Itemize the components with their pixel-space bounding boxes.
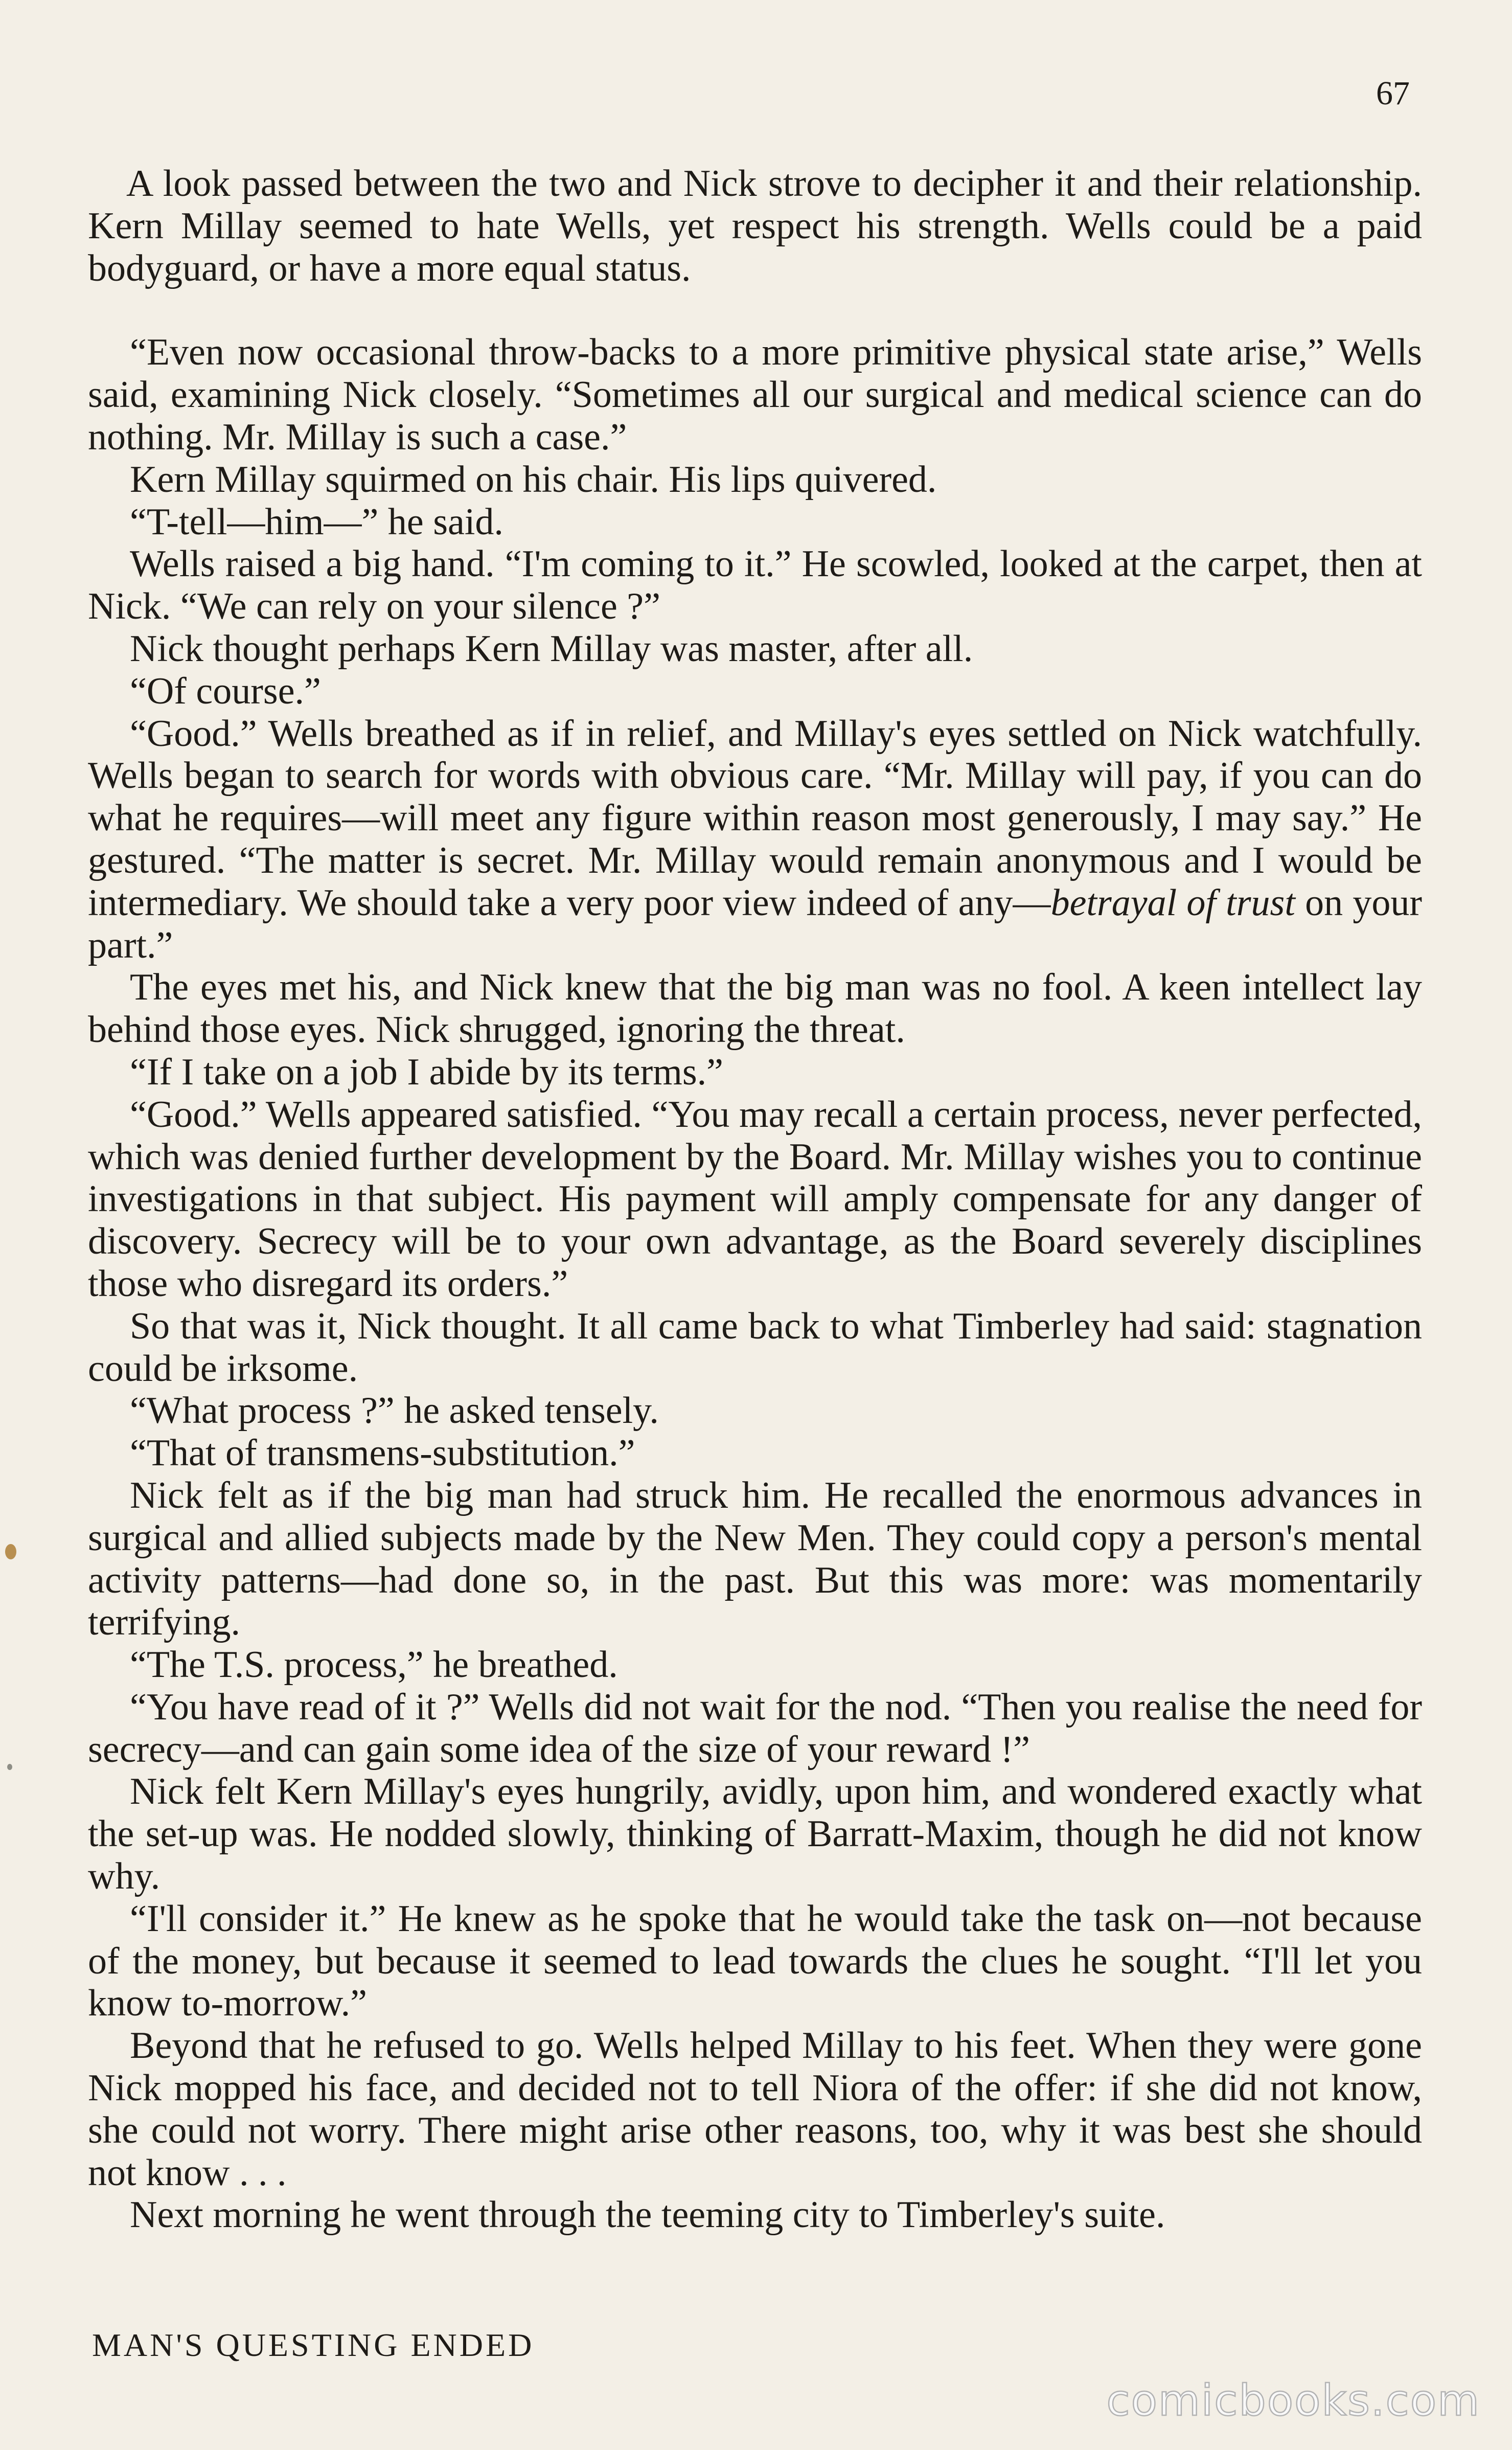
paragraph: Nick thought perhaps Kern Millay was master, after all. [130, 627, 973, 670]
paragraph: Kern Millay squirmed on his chair. His lips quivered. [130, 458, 937, 501]
paragraph: “You have read of it ?” Wells did not wait for the nod. “Then you realise the need for secrecy—and can gain some idea of the size of your reward !” [88, 1686, 1422, 1771]
paragraph: Wells raised a big hand. “I'm coming to it.” He scowled, looked at the carpet, then at Nick. “We can rely on your silence ?” [88, 543, 1422, 628]
paragraph: “Even now occasional throw-backs to a more primitive physical state arise,” Wells said, examining Nick closely. “Sometimes all our surgical and medical science can do nothing. Mr. Millay is such a case.” [88, 331, 1422, 458]
paragraph-with-emphasis [88, 713, 1422, 967]
paragraph: A look passed between the two and Nick strove to decipher it and their relationship. Kern Millay seemed to hate Wells, yet respect his strength. Wells could be a paid bodyguard, or have a more equal status. [88, 163, 1422, 289]
running-footer: MAN'S QUESTING ENDED [92, 2327, 535, 2363]
page-number: 67 [1376, 75, 1410, 112]
paragraph-tail: on your part.” [88, 881, 1422, 966]
paragraph: So that was it, Nick thought. It all came back to what Timberley had said: stagnation could be irksome. [88, 1305, 1422, 1390]
paragraph: “That of transmens-substitution.” [130, 1432, 635, 1474]
paragraph: The eyes met his, and Nick knew that the big man was no fool. A keen intellect lay behind those eyes. Nick shrugged, ignoring the threat. [88, 966, 1422, 1051]
paragraph: “Of course.” [130, 670, 321, 712]
paragraph: “What process ?” he asked tensely. [130, 1390, 659, 1432]
paper-speck [7, 1764, 12, 1770]
paragraph: “Good.” Wells appeared satisfied. “You may recall a certain process, never perfected, which was denied further development by the Board. Mr. Millay wishes you to continue investigations in that subject. His payment will amply compensate for any danger of discovery. Secrecy will be to your own advantage, as the Board severely disciplines those who disregard its orders.” [88, 1093, 1422, 1305]
paragraph: Nick felt Kern Millay's eyes hungrily, avidly, upon him, and wondered exactly what the set-up was. He nodded slowly, thinking of Barratt-Maxim, though he did not know why. [88, 1771, 1422, 1898]
paragraph: Beyond that he refused to go. Wells helped Millay to his feet. When they were gone Nick mopped his face, and decided not to tell Niora of the offer: if she did not know, she could not worry. There might arise other reasons, too, why it was best she should not know . . . [88, 2025, 1422, 2194]
paragraph: “The T.S. process,” he breathed. [130, 1644, 618, 1686]
paper-speck [5, 1544, 16, 1559]
paragraph: “T-tell—him—” he said. [130, 501, 503, 543]
paragraph: “I'll consider it.” He knew as he spoke that he would take the task on—not because of the money, but because it seemed to lead towards the clues he sought. “I'll let you know to-morrow.” [88, 1897, 1422, 2025]
emphasis-phrase: betrayal of trust [1050, 881, 1295, 924]
watermark: comicbooks.com [1106, 2375, 1480, 2425]
body-text [88, 163, 1422, 2236]
paragraph: Next morning he went through the teeming city to Timberley's suite. [130, 2194, 1165, 2236]
paragraph: Nick felt as if the big man had struck him. He recalled the enormous advances in surgical and allied subjects made by the New Men. They could copy a person's mental activity patterns—had done so, in the past. But this was more: was momentarily terrifying. [88, 1474, 1422, 1644]
paragraph-text: “Good.” Wells breathed as if in relief, and Millay's eyes settled on Nick watchfully. Wells began to search for words with obvious care. “Mr. Millay will pay, if you can do what he requires—will meet any figure within reason most generously, I may say.” He gestured. “The matter is secret. Mr. Millay would remain anonymous and I would be intermediary. We should take a very poor view indeed of any— [88, 712, 1422, 924]
paragraph: “If I take on a job I abide by its terms.” [130, 1051, 723, 1093]
